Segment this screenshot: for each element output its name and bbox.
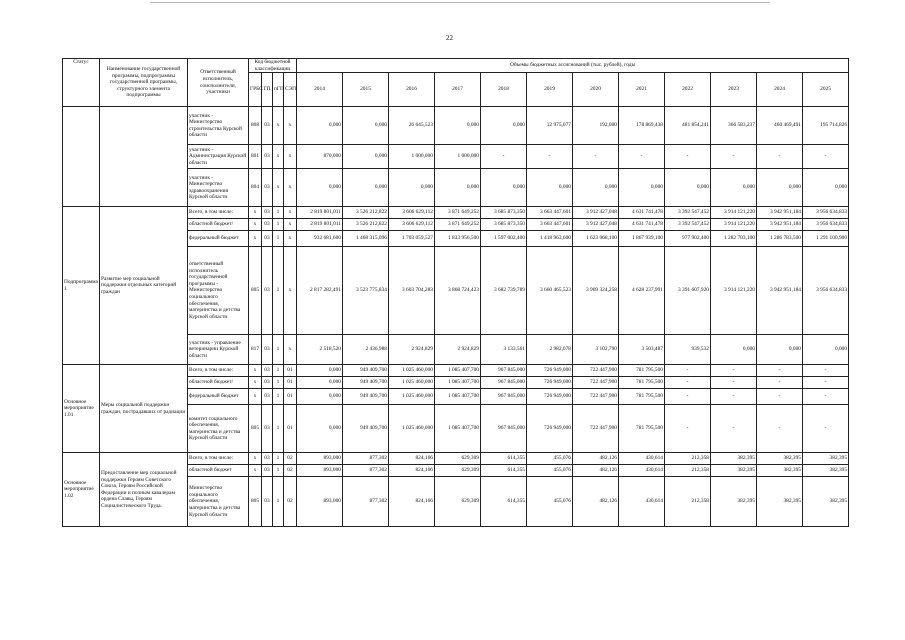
table-row [63,107,849,145]
row-code: х [284,335,297,365]
row-value: 3 102,790 [573,335,619,365]
row-name: Развитие мер социальной поддержки отдельных категорий граждан [100,207,188,365]
row-value: 3 685 873,350 [481,219,527,231]
row-value: 2 924,829 [389,335,435,365]
row-value: 482,126 [573,477,619,527]
row-code: 817 [249,335,262,365]
row-code: х [249,453,262,465]
row-value: 726 949,000 [527,365,573,377]
row-value: 0,000 [343,169,389,207]
row-code: 03 [262,465,273,477]
row-value: 212,358 [665,465,711,477]
row-value: 1 833 956,500 [435,231,481,247]
row-value: 3 871 649,252 [435,219,481,231]
row-code: 1 [273,465,284,477]
row-code: х [249,207,262,219]
table-body [63,107,849,527]
row-value: 482,126 [573,453,619,465]
row-code: х [249,389,262,405]
row-value: 3 526 212,822 [343,219,389,231]
row-code: 01 [284,405,297,453]
row-code: 1 [273,365,284,377]
header-year-11: 2025 [803,73,849,107]
row-code: 801 [249,145,262,169]
row-value: - [803,405,849,453]
header-code-1: ГП [262,73,273,107]
row-value: 4 628 237,991 [619,247,665,335]
row-value: 0,000 [757,335,803,365]
row-executor: участник - Министерство здравоохранения Курской области [188,169,249,207]
row-code: 03 [262,219,273,231]
row-value: 178 869,438 [619,107,665,145]
row-value: - [665,389,711,405]
row-value: 726 949,000 [527,405,573,453]
row-value: 3 503,487 [619,335,665,365]
row-code: 02 [284,465,297,477]
row-value: 1 597 002,400 [481,231,527,247]
row-value: 3 912 427,048 [573,219,619,231]
row-value: 3 603 704,283 [389,247,435,335]
row-code: 03 [262,365,273,377]
row-name: Предоставление мер социальной поддержки Героям Советского Союза, Героям Российской Федерации и полным кавалерам ордена Славы, Героям Социалистического Труда. [100,453,188,527]
row-value: 877,302 [343,453,389,465]
row-code: 03 [262,335,273,365]
row-value: 3 914 121,220 [711,247,757,335]
row-value: 4 631 741,478 [619,207,665,219]
row-executor: Всего, в том числе: [188,365,249,377]
row-value: 893,000 [297,465,343,477]
row-value: - [711,389,757,405]
row-value: - [711,145,757,169]
row-executor: участник - Администрация Курской области [188,145,249,169]
row-value: 3 682 739,789 [481,247,527,335]
row-value: 722 447,900 [573,377,619,389]
row-value: 877,302 [343,477,389,527]
row-code: х [273,107,284,145]
row-value: 614,355 [481,453,527,465]
row-value: 366 583,237 [711,107,757,145]
row-value: - [711,365,757,377]
row-value: 0,000 [711,169,757,207]
row-code: 03 [262,477,273,527]
budget-table [62,58,849,527]
row-value: 629,309 [435,453,481,465]
row-value: 3 914 121,220 [711,207,757,219]
header-status: Статус [63,59,100,107]
row-code: 03 [262,207,273,219]
row-value: - [527,145,573,169]
row-value: - [757,389,803,405]
row-value: 382,395 [757,477,803,527]
row-code: 03 [262,169,273,207]
row-value: 430,614 [619,465,665,477]
row-value: 3 606 629,112 [389,207,435,219]
row-code: 03 [262,231,273,247]
row-code: 1 [273,219,284,231]
row-value: 460 469,491 [757,107,803,145]
row-value: 781 795,500 [619,389,665,405]
row-value: 382,395 [711,465,757,477]
row-code: 03 [262,247,273,335]
row-code: 804 [249,169,262,207]
row-value: 781 795,500 [619,365,665,377]
row-value: 3 942 951,184 [757,207,803,219]
row-value: - [757,405,803,453]
row-value: - [665,145,711,169]
row-value: 614,355 [481,477,527,527]
row-value: 1 025 460,000 [389,405,435,453]
row-code: х [284,207,297,219]
row-value: 967 845,000 [481,389,527,405]
row-code: х [249,465,262,477]
row-code: 03 [262,405,273,453]
row-value: 1 000,000 [389,145,435,169]
row-code: 01 [284,389,297,405]
row-code: х [249,219,262,231]
row-value: 977 902,400 [665,231,711,247]
row-value: 0,000 [711,335,757,365]
row-value: 1 025 460,000 [389,377,435,389]
row-value: 0,000 [757,169,803,207]
row-value: 1 000,000 [435,145,481,169]
table-row [63,453,849,465]
row-value: 1 703 059,527 [389,231,435,247]
header-year-5: 2019 [527,73,573,107]
row-value: 3 133,561 [481,335,527,365]
row-value: - [803,377,849,389]
row-executor: областной бюджет/ [188,219,249,231]
row-value: 2 819 801,011 [297,219,343,231]
row-executor: ответственный исполнитель государственной программы - Министерство социального обеспечения, материнства и детства Курской области [188,247,249,335]
row-code: х [249,231,262,247]
header-name: Наименование государственной программы, подпрограммы государственной программы, структурного элемента подпрограммы [100,59,188,107]
row-value: 195 714,826 [803,107,849,145]
row-value: 3 956 634,833 [803,207,849,219]
row-value: 0,000 [297,389,343,405]
row-value: 949 409,700 [343,365,389,377]
row-value: 2 817 282,491 [297,247,343,335]
row-value: 870,000 [297,145,343,169]
row-value: 781 795,500 [619,405,665,453]
row-code: 805 [249,405,262,453]
row-value: 3 526 212,822 [343,207,389,219]
row-value: 455,076 [527,465,573,477]
header-year-3: 2017 [435,73,481,107]
row-value: 382,395 [803,465,849,477]
row-value: 722 447,900 [573,405,619,453]
row-value: 1 623 068,100 [573,231,619,247]
row-value: 824,166 [389,477,435,527]
row-value: 824,166 [389,465,435,477]
row-value: 26 645,523 [389,107,435,145]
row-value: 932 681,600 [297,231,343,247]
row-value: 3 392 547,452 [665,219,711,231]
row-value: 3 391 607,920 [665,247,711,335]
row-value: 1 418 963,600 [527,231,573,247]
row-executor: участник - управление ветеринарии Курской области [188,335,249,365]
row-value: 0,000 [297,169,343,207]
row-value: - [619,145,665,169]
row-value: - [757,365,803,377]
header-year-9: 2023 [711,73,757,107]
row-value: 2 436,988 [343,335,389,365]
row-value: 629,309 [435,465,481,477]
header-year-6: 2020 [573,73,619,107]
row-value: 3 868 724,423 [435,247,481,335]
row-value: 0,000 [803,335,849,365]
row-value: 2 924,829 [435,335,481,365]
row-code: 02 [284,477,297,527]
row-executor: Всего, в том числе: [188,207,249,219]
row-value: 1 282 703,100 [711,231,757,247]
row-code: 1 [273,377,284,389]
row-code: 805 [249,247,262,335]
row-value: 455,076 [527,477,573,527]
row-code: 03 [262,107,273,145]
row-value: 430,614 [619,477,665,527]
row-value: 967 845,000 [481,365,527,377]
row-value: 3 523 775,834 [343,247,389,335]
row-value: 0,000 [527,169,573,207]
row-value: 382,395 [803,477,849,527]
row-value: 382,395 [711,477,757,527]
row-status: Подпрограмма 1 [63,207,100,365]
row-code: х [273,169,284,207]
row-code: 1 [273,247,284,335]
row-value: - [757,377,803,389]
row-value: 1 286 783,500 [757,231,803,247]
row-value: 430,614 [619,453,665,465]
row-value: - [711,405,757,453]
row-value: 0,000 [343,107,389,145]
row-value: 0,000 [573,169,619,207]
row-value: 0,000 [297,377,343,389]
row-executor: комитет социального обеспечения, материнства и детства Курской области [188,405,249,453]
row-value: 3 942 951,184 [757,219,803,231]
row-value: 2 518,520 [297,335,343,365]
row-value: 614,355 [481,465,527,477]
row-value: 3 392 547,452 [665,207,711,219]
row-value: 0,000 [665,169,711,207]
row-value: 0,000 [389,169,435,207]
row-value: 3 663 447,601 [527,207,573,219]
row-value: 893,000 [297,453,343,465]
row-code: 03 [262,145,273,169]
row-code: 1 [273,389,284,405]
row-value: 1 291 100,900 [803,231,849,247]
row-executor: Министерство социального обеспечения, материнства и детства Курской области [188,477,249,527]
row-code: 1 [273,335,284,365]
row-executor: федеральный бюджет [188,389,249,405]
row-value: 949 409,700 [343,377,389,389]
row-code: х [284,107,297,145]
row-code: 1 [273,231,284,247]
row-value: 212,358 [665,453,711,465]
header-year-1: 2015 [343,73,389,107]
row-code: 1 [273,405,284,453]
header-year-10: 2024 [757,73,803,107]
row-code: 1 [273,207,284,219]
row-value: 0,000 [343,145,389,169]
row-executor: участник - Министерство строительства Курской области [188,107,249,145]
row-value: 0,000 [803,169,849,207]
row-value: 0,000 [481,169,527,207]
row-value: 949 409,700 [343,405,389,453]
row-value: 382,395 [757,453,803,465]
row-value: 1 867 939,100 [619,231,665,247]
row-value: 3 663 447,601 [527,219,573,231]
row-value: 967 845,000 [481,377,527,389]
row-value: 3 871 649,252 [435,207,481,219]
row-value: 939,532 [665,335,711,365]
row-value: 2 819 801,011 [297,207,343,219]
row-code: 03 [262,453,273,465]
page-number: 22 [446,34,453,42]
row-value: - [757,145,803,169]
row-code: 01 [284,377,297,389]
row-value: 726 949,000 [527,377,573,389]
row-value: 12 975,077 [527,107,573,145]
row-value: 4 631 741,478 [619,219,665,231]
row-value: 629,309 [435,477,481,527]
row-value: 3 660 465,523 [527,247,573,335]
row-code: х [284,219,297,231]
row-value: 1 025 460,000 [389,389,435,405]
row-code: х [284,145,297,169]
row-value: 382,395 [803,453,849,465]
row-value: 482,126 [573,465,619,477]
row-value: 0,000 [619,169,665,207]
row-executor: областной бюджет [188,465,249,477]
row-code: 808 [249,107,262,145]
row-executor: областной бюджет/ [188,377,249,389]
row-value: 0,000 [435,169,481,207]
row-status: Основное мероприятие 1.01 [63,365,100,453]
header-code-2: пГП [273,73,284,107]
row-value: 3 912 427,048 [573,207,619,219]
header-volumes: Объемы бюджетных ассигнований (тыс. рублей), годы [297,59,849,73]
row-value: 3 942 951,184 [757,247,803,335]
row-value: 1 468 315,096 [343,231,389,247]
row-value: 3 909 324,258 [573,247,619,335]
row-code: 1 [273,477,284,527]
row-value: 781 795,500 [619,377,665,389]
row-status: Основное мероприятие 1.02 [63,453,100,527]
row-value: - [665,377,711,389]
row-code: х [284,169,297,207]
row-value: 1 025 460,000 [389,365,435,377]
row-code: 805 [249,477,262,527]
row-value: 212,358 [665,477,711,527]
header-year-2: 2016 [389,73,435,107]
row-value: 0,000 [297,107,343,145]
row-value: 481 854,241 [665,107,711,145]
row-value: - [803,145,849,169]
row-code: х [273,145,284,169]
row-value: - [803,365,849,377]
row-value: - [665,365,711,377]
row-code: 01 [284,365,297,377]
row-value: 3 956 634,833 [803,219,849,231]
row-value: 0,000 [297,365,343,377]
row-value: 2 982,078 [527,335,573,365]
row-code: х [249,377,262,389]
row-value: - [665,405,711,453]
header-year-0: 2014 [297,73,343,107]
row-value: 1 085 407,700 [435,389,481,405]
row-value: 3 914 121,220 [711,219,757,231]
row-value: 455,076 [527,453,573,465]
row-value: 1 085 407,700 [435,405,481,453]
row-value: 722 447,900 [573,389,619,405]
table-row [63,207,849,219]
row-value: 192,000 [573,107,619,145]
row-value: - [573,145,619,169]
row-name: Меры социальной поддержки граждан, пострадавших от радиации [100,365,188,453]
row-executor: федеральный бюджет [188,231,249,247]
row-value: 949 409,700 [343,389,389,405]
table-row [63,365,849,377]
row-code: х [284,231,297,247]
row-name [100,107,188,207]
row-value: 877,302 [343,465,389,477]
row-value: 0,000 [481,107,527,145]
header-budget-code: Код бюджетной классификации [249,59,297,73]
header-year-7: 2021 [619,73,665,107]
row-value: 3 606 629,112 [389,219,435,231]
row-value: 1 085 407,700 [435,377,481,389]
row-value: 382,395 [711,453,757,465]
row-status [63,107,100,207]
scan-top-edge [150,2,770,3]
row-code: 02 [284,453,297,465]
row-value: 726 949,000 [527,389,573,405]
row-value: 382,395 [757,465,803,477]
row-value: 824,166 [389,453,435,465]
header-year-8: 2022 [665,73,711,107]
header-code-3: СЭП [284,73,297,107]
row-value: 722 447,900 [573,365,619,377]
row-value: 0,000 [435,107,481,145]
row-value: 967 845,000 [481,405,527,453]
row-value: - [803,389,849,405]
row-value: - [711,377,757,389]
row-value: 3 685 873,350 [481,207,527,219]
row-value: - [481,145,527,169]
row-code: 03 [262,377,273,389]
row-code: х [249,365,262,377]
header-executor: Ответственный исполнитель, соисполнители, участники [188,59,249,107]
header-code-0: ГРБС [249,73,262,107]
row-executor: Всего, в том числе: [188,453,249,465]
row-code: х [284,247,297,335]
row-value: 1 085 407,700 [435,365,481,377]
row-value: 3 956 634,833 [803,247,849,335]
row-value: 893,000 [297,477,343,527]
row-code: 1 [273,453,284,465]
header-year-4: 2018 [481,73,527,107]
row-value: 0,000 [297,405,343,453]
row-code: 03 [262,389,273,405]
